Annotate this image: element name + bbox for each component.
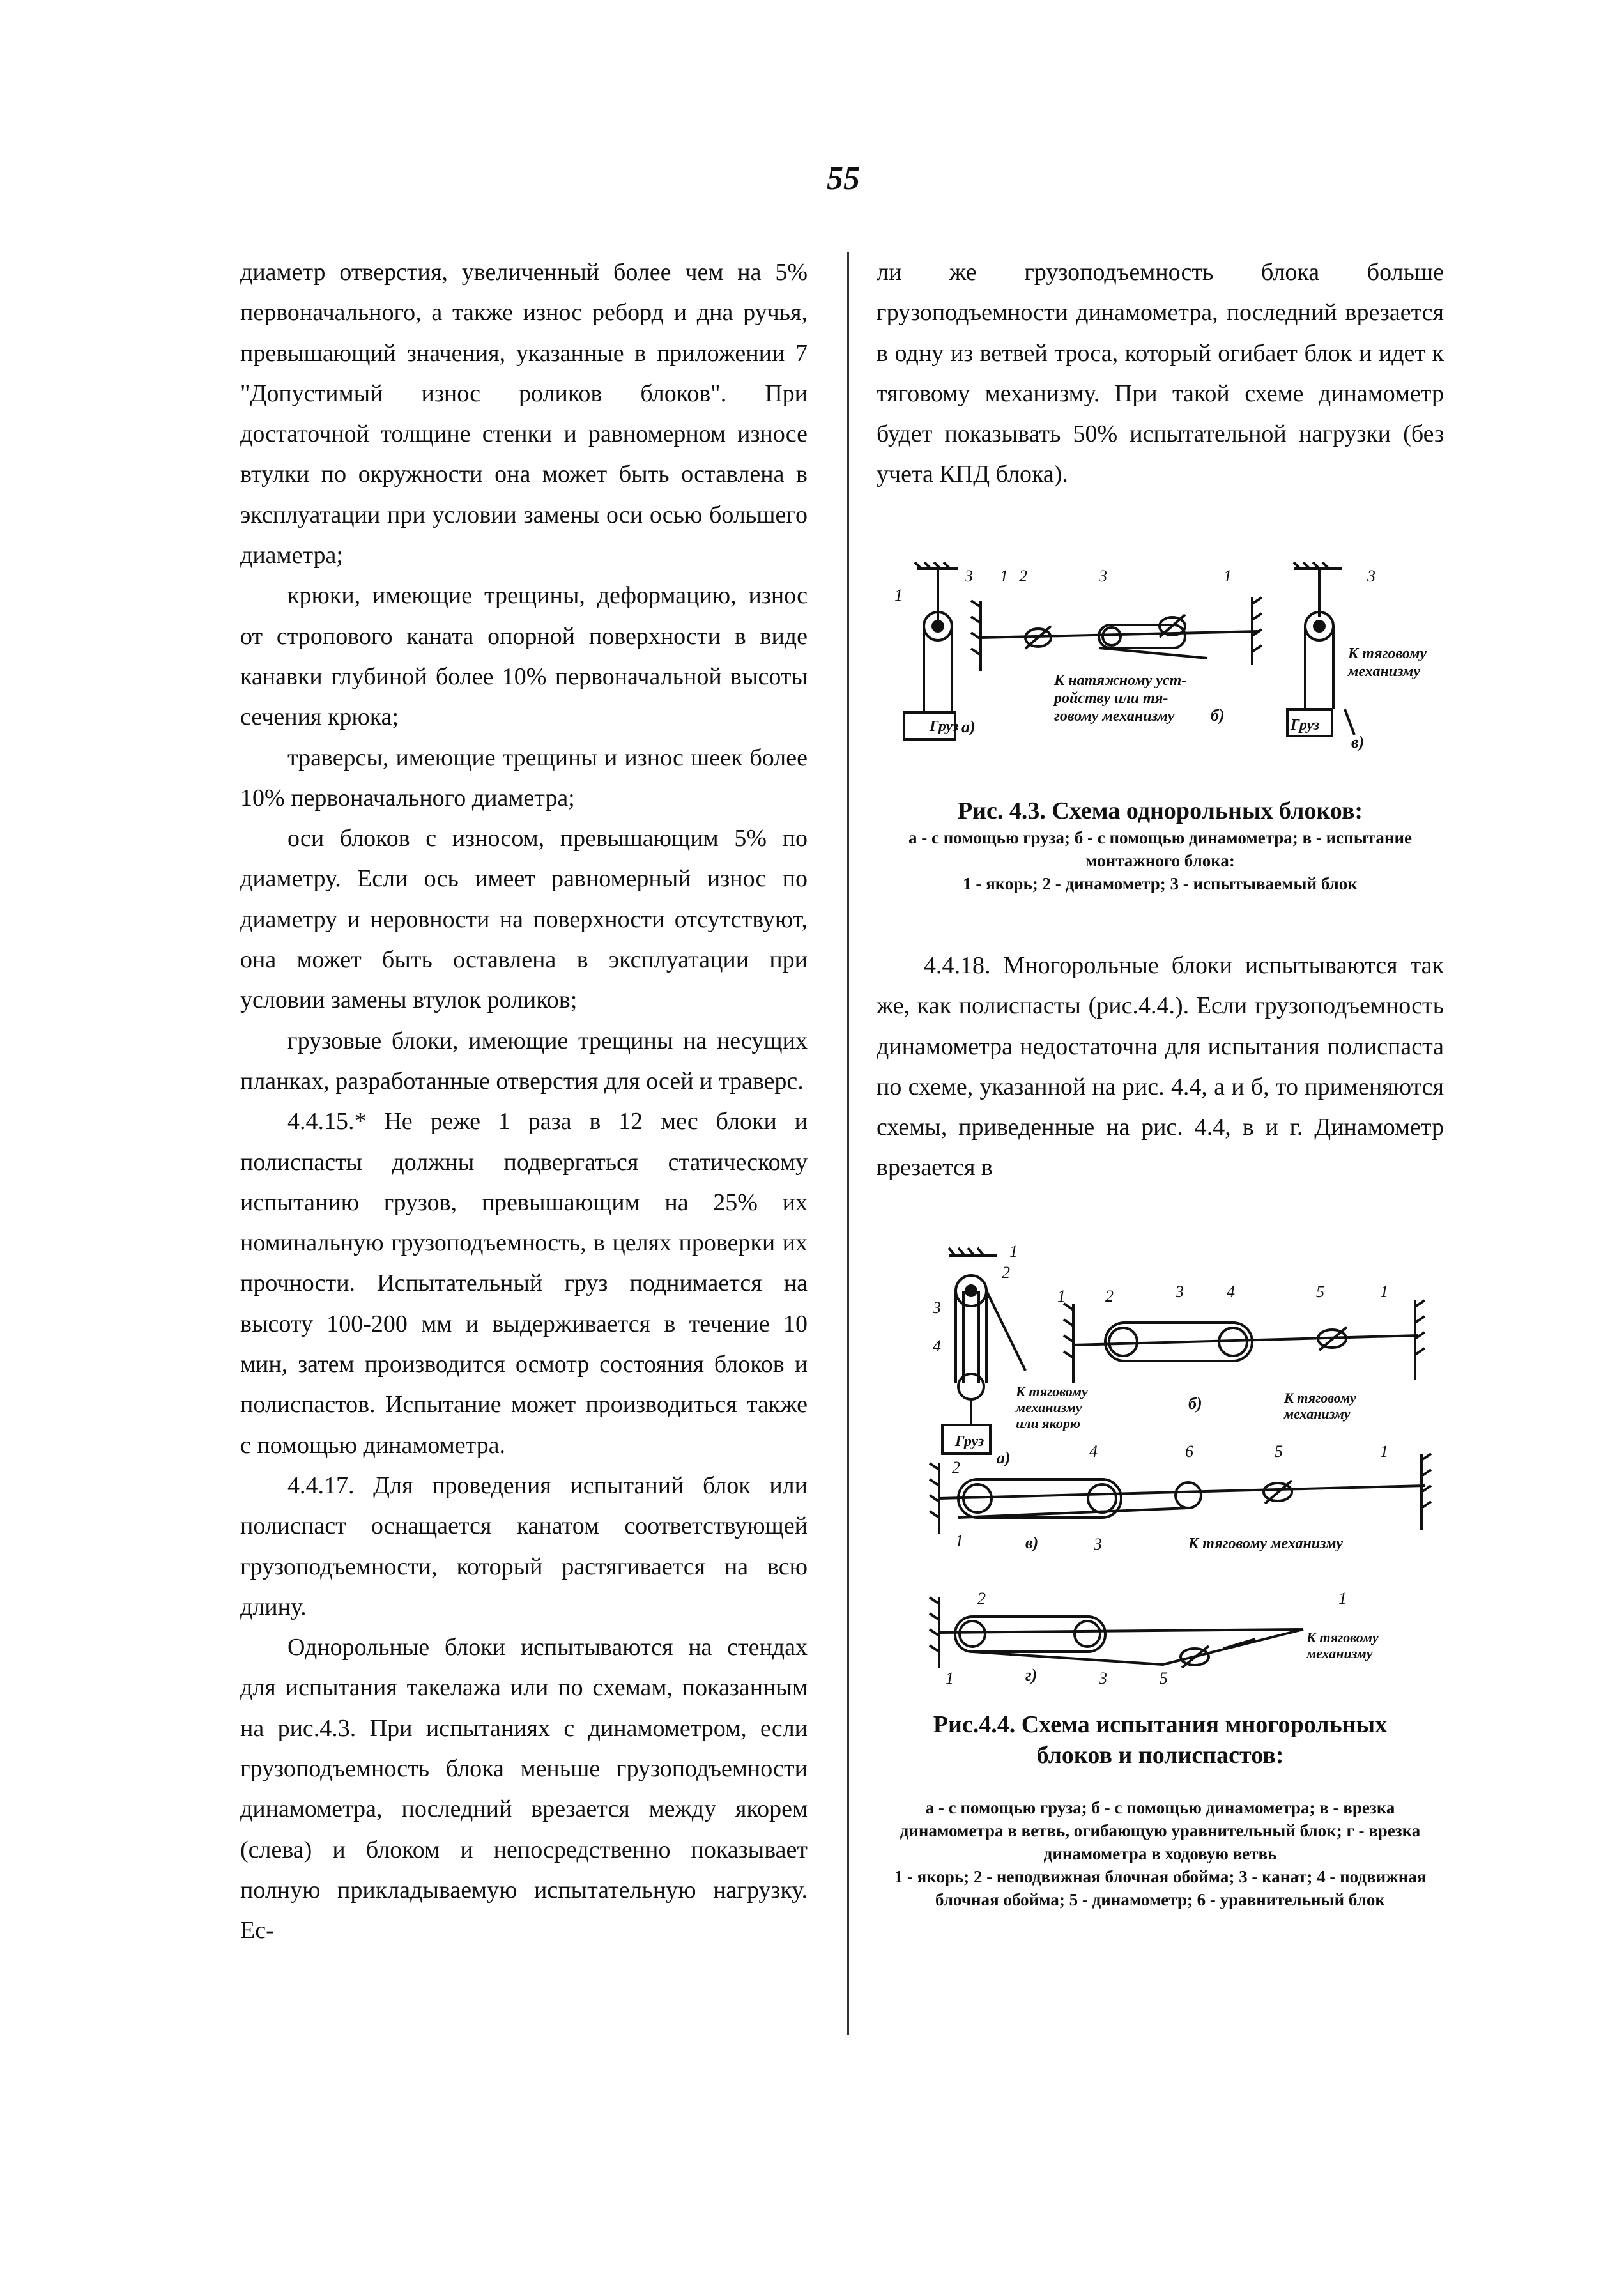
- part-number: 3: [1367, 567, 1375, 585]
- column-divider: [847, 252, 849, 2035]
- part-number: 3: [1094, 1535, 1102, 1553]
- annotation: К натяжному уст-: [1054, 672, 1187, 689]
- load-label: Груз: [1291, 717, 1320, 734]
- subfigure-b-label: б): [1211, 706, 1225, 725]
- part-number: 2: [1019, 567, 1027, 585]
- part-number: 5: [1160, 1669, 1168, 1688]
- annotation: говому механизму: [1054, 708, 1175, 725]
- paragraph: 4.4.15.* Не реже 1 раза в 12 мес блоки и полиспасты должны подвергаться статическому испытанию грузов, превышающим на 25% их номинальную грузоподъемность, в целях проверки их прочности. Испытательный груз поднимается на высоту 100-200 мм и выдерживается в течение 10 мин, затем производится осмотр состояния блоков и полиспастов. Испытание может производиться также с помощью динамометра.: [240, 1108, 808, 1459]
- part-number: 1: [894, 586, 903, 604]
- paragraph: ли же грузоподъемность блока больше грузоподъемности динамометра, последний врезается в одну из ветвей троса, который огибает блок и идет к тяговому механизму. При такой схеме динамометр будет показывать 50% испытательной нагрузки (без учета КПД блока).: [877, 259, 1444, 488]
- part-number: 6: [1185, 1442, 1193, 1461]
- annotation: ройству или тя-: [1054, 690, 1168, 707]
- annotation: К тяговому: [1284, 1390, 1356, 1406]
- part-number: 3: [933, 1298, 941, 1317]
- figure-4-4-diagram: [920, 1243, 1444, 1690]
- annotation: механизму: [1306, 1645, 1373, 1661]
- annotation: механизму: [1016, 1399, 1082, 1415]
- right-column-top: [877, 252, 1444, 495]
- figure-4-3: [882, 562, 1457, 754]
- part-number: 4: [933, 1337, 941, 1355]
- paragraph: Однорольные блоки испытываются на стендах для испытания такелажа или по схемам, показанным на рис.4.3. При испытаниях с динамометром, если грузоподъемность блока меньше грузоподъемности динамометра, последний врезается между якорем (слева) и блоком и непосредственно показывает полную прикладываемую испытательную нагрузку. Ес-: [240, 1634, 808, 1944]
- part-number: 2: [1105, 1287, 1114, 1305]
- part-number: 3: [1176, 1282, 1184, 1301]
- part-number: 1: [1057, 1287, 1066, 1305]
- figure-4-4-caption: [877, 1709, 1444, 1911]
- caption-title: Рис.4.4. Схема испытания многорольных: [933, 1711, 1388, 1738]
- figure-4-3-diagram: [882, 562, 1457, 754]
- annotation: К тяговому: [1306, 1629, 1379, 1645]
- load-label: Груз: [930, 718, 959, 735]
- part-number: 1: [1223, 567, 1232, 585]
- part-number: 5: [1275, 1442, 1283, 1461]
- part-number: 5: [1316, 1282, 1324, 1301]
- part-number: 1: [1380, 1442, 1388, 1461]
- part-number: 3: [965, 567, 973, 585]
- part-number: 3: [1099, 567, 1107, 585]
- part-number: 4: [1089, 1442, 1098, 1461]
- annotation: или якорю: [1016, 1415, 1080, 1431]
- subfigure-b-label: б): [1188, 1394, 1202, 1413]
- figure-4-3-caption: [877, 796, 1444, 895]
- right-column-mid: [877, 946, 1444, 1188]
- part-number: 1: [955, 1532, 963, 1550]
- paragraph: крюки, имеющие трещины, деформацию, износ от стропового каната опорной поверхности в виде канавки глубиной более 10% первоначальной высоты сечения крюка;: [240, 582, 808, 731]
- part-number: 1: [1000, 567, 1008, 585]
- annotation: механизму: [1348, 663, 1420, 680]
- paragraph: 4.4.18. Многорольные блоки испытываются так же, как полиспасты (рис.4.4.). Если грузоподъемность динамометра недостаточна для испытания полиспаста по схеме, указанной на рис. 4.4, а и б, то применяются схемы, приведенные на рис. 4.4, в и г. Динамометр врезается в: [877, 952, 1444, 1181]
- load-label: Груз: [955, 1433, 984, 1450]
- caption-text: 1 - якорь; 2 - динамометр; 3 - испытываемый блок: [963, 874, 1358, 893]
- annotation: К тяговому: [1348, 645, 1427, 662]
- annotation: К тяговому: [1016, 1383, 1088, 1399]
- part-number: 1: [1338, 1589, 1347, 1608]
- part-number: 2: [1002, 1263, 1010, 1282]
- paragraph: 4.4.17. Для проведения испытаний блок или полиспаст оснащается канатом соответствующей грузоподъемности, который растягивается на всю длину.: [240, 1472, 808, 1620]
- part-number: 1: [1380, 1282, 1388, 1301]
- subfigure-v-label: в): [1025, 1534, 1039, 1552]
- paragraph: диаметр отверстия, увеличенный более чем на 5% первоначального, а также износ реборд и дна ручья, превышающий значения, указанные в приложении 7 "Допустимый износ роликов блоков". При достаточной толщине стенки и равномерном износе втулки по окружности она может быть оставлена в эксплуатации при условии замены оси осью большего диаметра;: [240, 259, 808, 569]
- part-number: 1: [1009, 1243, 1018, 1261]
- caption-title: Рис. 4.3. Схема однорольных блоков:: [957, 797, 1363, 824]
- part-number: 3: [1099, 1669, 1107, 1688]
- annotation: механизму: [1284, 1406, 1351, 1422]
- caption-title: блоков и полиспастов:: [1036, 1742, 1284, 1769]
- part-number: 2: [952, 1458, 960, 1477]
- annotation: К тяговому механизму: [1188, 1535, 1344, 1552]
- subfigure-a-label: а): [961, 718, 976, 736]
- part-number: 4: [1227, 1282, 1235, 1301]
- paragraph: грузовые блоки, имеющие трещины на несущих планках, разработанные отверстия для осей и траверс.: [240, 1027, 808, 1095]
- part-number: 2: [977, 1589, 986, 1608]
- paragraph: оси блоков с износом, превышающим 5% по диаметру. Если ось имеет равномерный износ по диаметру и неровности на поверхности отсутствуют, она может быть оставлена в эксплуатации при условии замены втулок роликов;: [240, 825, 808, 1014]
- part-number: 1: [946, 1669, 954, 1688]
- subfigure-g-label: г): [1025, 1666, 1038, 1684]
- caption-text: а - с помощью груза; б - с помощью динамометра; в - испытание монтажного блока:: [908, 828, 1412, 870]
- caption-text: 1 - якорь; 2 - неподвижная блочная обойма; 3 - канат; 4 - подвижная блочная обойма; 5 - динамометр; 6 - уравнительный блок: [894, 1867, 1427, 1909]
- figure-4-4: [920, 1243, 1444, 1690]
- subfigure-v-label: в): [1351, 733, 1365, 751]
- subfigure-a-label: а): [997, 1449, 1011, 1467]
- left-column: [240, 252, 808, 1951]
- page-number: 55: [827, 160, 860, 197]
- paragraph: траверсы, имеющие трещины и износ шеек более 10% первоначального диаметра;: [240, 744, 808, 811]
- caption-text: а - с помощью груза; б - с помощью динамометра; в - врезка динамометра в ветвь, огибающую уравнительный блок; г - врезка динамометра в ходовую ветвь: [900, 1798, 1421, 1863]
